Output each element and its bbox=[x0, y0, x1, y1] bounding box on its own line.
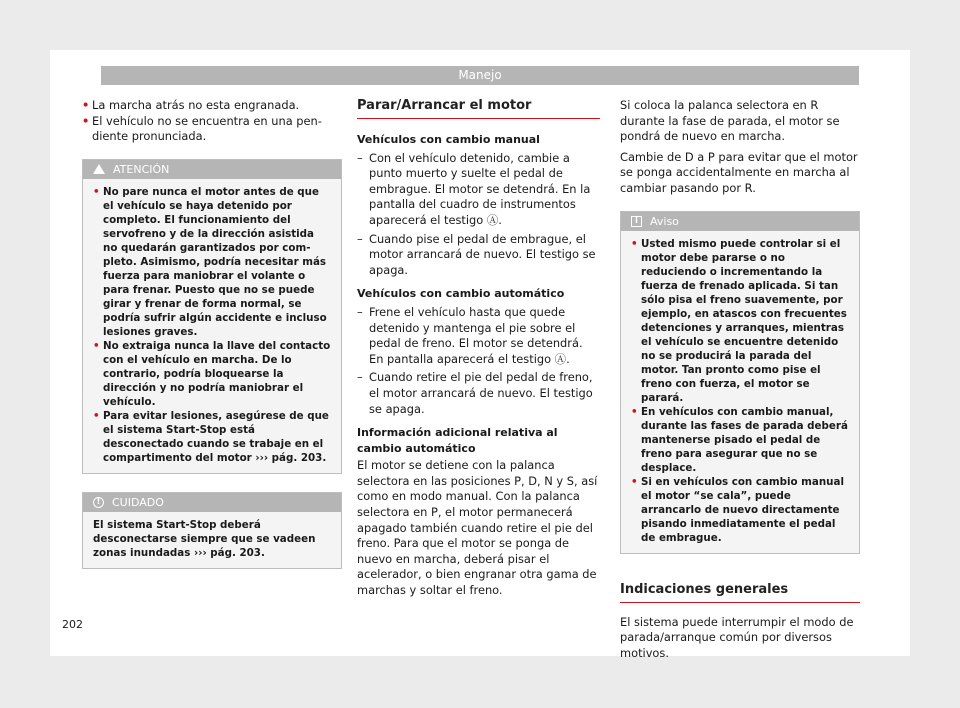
caution-header bbox=[83, 493, 341, 512]
column-3 bbox=[620, 98, 860, 661]
warning-item: • No pare nunca el motor antes de que el vehículo se haya detenido por completo. El funcionamiento del servofreno y de la dirección asistida no quedarán garantizados por completo. Asimismo, podría necesitar más fuerza para maniobrar el volante o para frenar. Puesto que no se puede girar y frenar de forma normal, se podría sufrir algún accidente e incluso lesiones graves. bbox=[93, 185, 331, 339]
caution-text: El sistema Start-Stop deberá desconectarse siempre que se vadeen zonas inundadas ››› pág. 203. bbox=[93, 518, 316, 559]
subheading: Vehículos con cambio automático bbox=[357, 287, 565, 301]
column-2 bbox=[357, 98, 600, 599]
notice-item: • Usted mismo puede controlar si el motor debe pararse o no reduciendo o incrementando la fuerza de frenado aplicada. Si tan sólo pisa el freno suavemente, por ejemplo, en atascos con frecuentes detenciones y arranques, mientras el vehículo se encuentre detenido no se producirá la parada del motor. Tan pronto como pise el freno con fuerza, el motor se parará. bbox=[631, 237, 849, 405]
list-item: • El vehículo no se encuentra en una pendiente pronunciada. bbox=[82, 114, 342, 145]
caution-circle-icon: ! bbox=[93, 497, 104, 508]
notice-box bbox=[620, 211, 860, 554]
paragraph: Si coloca la palanca selectora en R durante la fase de parada, el motor se pondrá de nuevo en marcha. bbox=[620, 98, 840, 144]
page-header: Manejo bbox=[101, 66, 859, 85]
list-item: – Cuando retire el pie del pedal de freno, el motor arrancará de nuevo. El testigo se apaga. bbox=[357, 370, 600, 417]
section-title: Indicaciones generales bbox=[620, 582, 860, 603]
paragraph: El motor se detiene con la palanca selectora en las posiciones P, D, N y S, así como en modo manual. Con la palanca selectora en P, el motor permanecerá apagado también cuando retire el pie del freno. Para que el motor se ponga de nuevo en marcha, deberá pisar el acelerador, o bien engranar otra gama de marchas y soltar el freno. bbox=[357, 458, 598, 598]
page-number: 202 bbox=[62, 618, 83, 631]
warning-triangle-icon bbox=[93, 164, 105, 174]
warning-item: • No extraiga nunca la llave del contacto con el vehículo en marcha. De lo contrario, podría bloquearse la dirección y no podría maniobrar el vehículo. bbox=[93, 339, 331, 409]
section-title: Parar/Arrancar el motor bbox=[357, 98, 600, 119]
caution-box bbox=[82, 492, 342, 569]
paragraph: Cambie de D a P para evitar que el motor se ponga accidentalmente en marcha al cambiar pasando por R. bbox=[620, 149, 858, 195]
notice-item: • En vehículos con cambio manual, durante las fases de parada deberá mantenerse pisado el pedal de freno para asegurar que no se desplace. bbox=[631, 405, 849, 475]
column-1 bbox=[82, 98, 342, 569]
list-item: • La marcha atrás no esta engranada. bbox=[82, 98, 342, 114]
page-reference-link[interactable]: ››› pág. 203. bbox=[255, 451, 327, 464]
caution-title: CUIDADO bbox=[112, 495, 164, 509]
warning-header bbox=[83, 160, 341, 179]
subheading: Vehículos con cambio manual bbox=[357, 133, 540, 146]
notice-title: Aviso bbox=[650, 214, 679, 228]
list-item: – Frene el vehículo hasta que quede detenido y mantenga el pie sobre el pedal de freno. El motor se detendrá. En pantalla aparecerá el testigo Ⓐ. bbox=[357, 305, 600, 367]
notice-header bbox=[621, 212, 859, 231]
warning-title: ATENCIÓN bbox=[113, 162, 170, 176]
page-reference-link[interactable]: ››› pág. 203. bbox=[193, 546, 265, 559]
list-item: – Con el vehículo detenido, cambie a punto muerto y suelte el pedal de embrague. El motor se detendrá. En la pantalla del cuadro de instrumentos aparecerá el testigo Ⓐ. bbox=[357, 151, 600, 229]
warning-item: • Para evitar lesiones, asegúrese de que el sistema Start-Stop está desconectado cuando se trabaje en el compartimento del motor ››› pág. 203. bbox=[93, 409, 331, 465]
warning-box bbox=[82, 159, 342, 474]
notice-item: • Si en vehículos con cambio manual el motor “se cala”, puede arrancarlo de nuevo directamente pisando inmediatamente el pedal de embrague. bbox=[631, 475, 849, 545]
subheading: Información adicional relativa al cambio automático bbox=[357, 426, 558, 455]
list-item: – Cuando pise el pedal de embrague, el motor arrancará de nuevo. El testigo se apaga. bbox=[357, 232, 600, 279]
paragraph: El sistema puede interrumpir el modo de parada/arranque común por diversos motivos. bbox=[620, 614, 854, 660]
info-icon: i bbox=[631, 216, 642, 227]
